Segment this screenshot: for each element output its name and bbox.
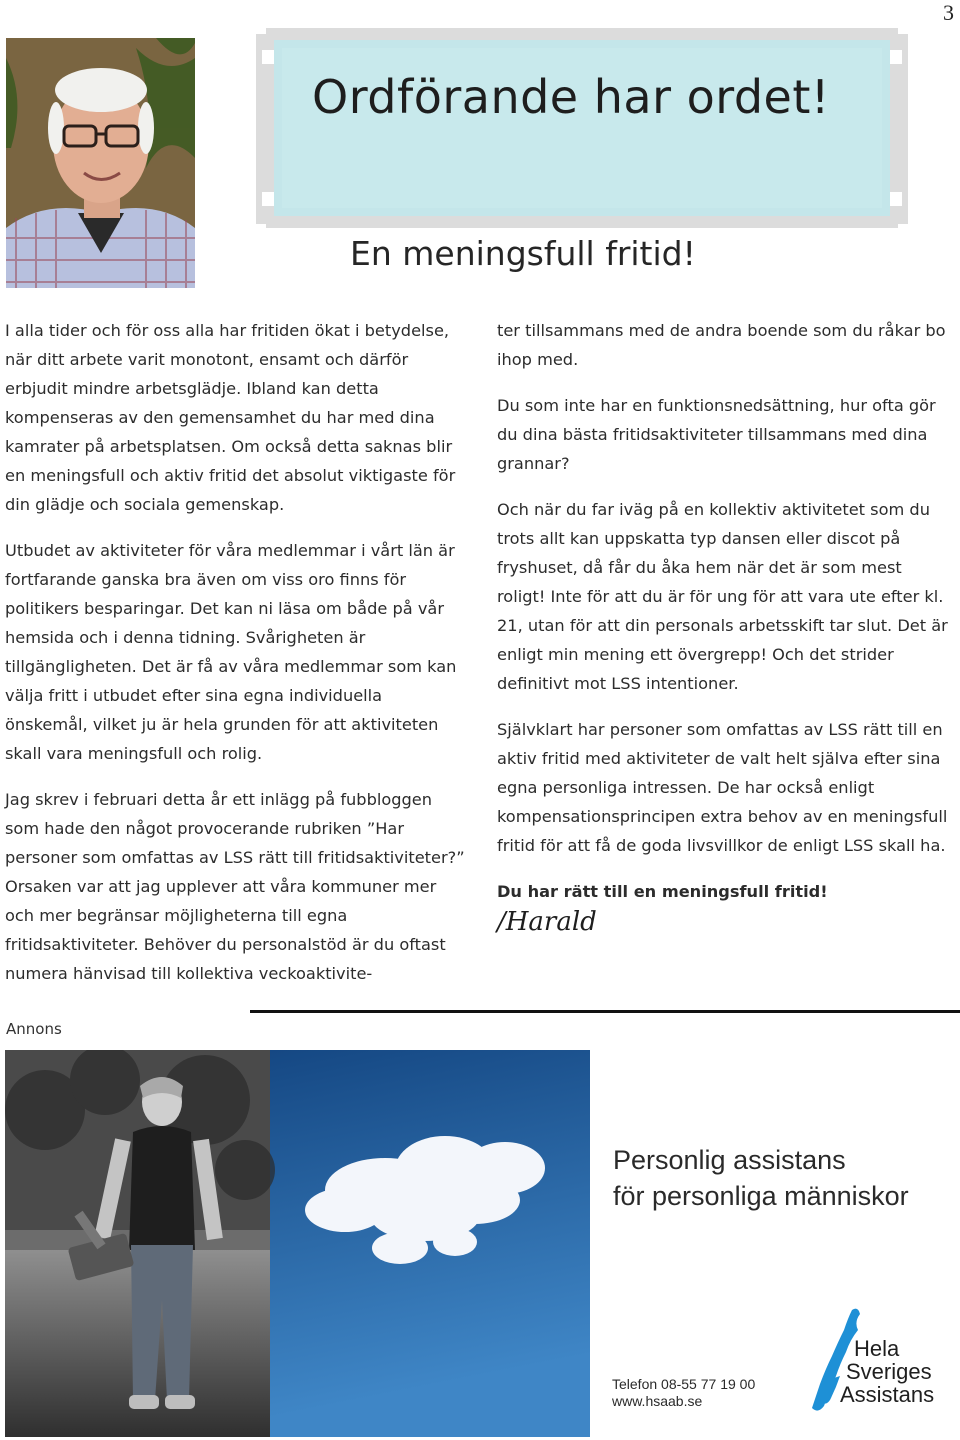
paragraph: Du som inte har en funktionsnedsättning, hur ofta gör du dina bästa fritidsaktiviteter tillsammans med dina grannar? bbox=[497, 396, 936, 473]
paragraph: Utbudet av aktiviteter för våra medlemmar i vårt län är fortfarande ganska bra även om viss oro finns för politikers besparingar. Det kan ni läsa om både på vår hemsida och i denna tidning. Svårigheten är tillgängligheten. Det är få av våra medlemmar som kan välja fritt i utbudet efter sina egna individuella önskemål, vilket ju är hela grunden för att aktiviteten skall vara meningsfull och rolig. bbox=[5, 541, 457, 763]
slogan-line: för personliga människor bbox=[613, 1181, 909, 1211]
logo-line: Sveriges bbox=[846, 1359, 932, 1384]
section-divider bbox=[250, 1010, 960, 1013]
advert-contact bbox=[612, 1376, 755, 1410]
advert-photo bbox=[5, 1050, 590, 1437]
phone-number: Telefon 08-55 77 19 00 bbox=[612, 1376, 756, 1392]
logo-line: Assistans bbox=[840, 1382, 935, 1407]
article-subtitle: En meningsfull fritid! bbox=[350, 234, 696, 273]
page-number: 3 bbox=[943, 0, 954, 25]
signature: /Harald bbox=[497, 907, 597, 937]
advert-slogan bbox=[613, 1142, 909, 1214]
website-link[interactable]: www.hsaab.se bbox=[612, 1393, 703, 1409]
author-portrait bbox=[6, 38, 195, 288]
paragraph: Självklart har personer som omfattas av LSS rätt till en aktiv fritid med aktiviteter de valt helt själva efter sina egna personliga intressen. De har också enligt kompensationsprincipen extra behov av en meningsfull fritid för att få de goda livsvillkor de enligt LSS skall ha. bbox=[497, 720, 948, 855]
advert-label: Annons bbox=[6, 1020, 62, 1038]
paragraph: ter tillsammans med de andra boende som du råkar bo ihop med. bbox=[497, 321, 946, 369]
paragraph: Jag skrev i februari detta år ett inlägg på fubbloggen som hade den något provocerande rubriken ”Har personer som omfattas av LSS rätt till fritidsaktiviteter?” Orsaken var att jag upplever att våra kommuner mer och mer begränsar möjligheterna till egna fritidsaktiviteter. Behöver du personalstöd är du oftast numera hänvisad till kollektiva veckoaktivite- bbox=[5, 790, 465, 983]
paragraph: Och när du far iväg på en kollektiv aktivitetet som du trots allt kan uppskatta typ dansen eller discot på fryshuset, då får du åka hem när det är som mest roligt! Inte för att du är för ung för att vara ute efter kl. 21, utan för att din personals arbetsskift tar slut. Det är enligt min mening ett övergrepp! Och det strider definitivt mot LSS intentioner. bbox=[497, 500, 948, 693]
page-title: Ordförande har ordet! bbox=[312, 70, 830, 124]
paragraph: I alla tider och för oss alla har fritiden ökat i betydelse, när ditt arbete varit monotont, ensamt och därför erbjudit mindre arbetsglädje. Ibland kan detta kompenseras av den gemensamhet du har med dina kamrater på arbetsplatsen. Om också detta saknas blir en meningsfull och aktiv fritid det absolut viktigaste för din glädje och sociala gemenskap. bbox=[5, 321, 456, 514]
title-banner bbox=[256, 28, 908, 228]
article-column-left bbox=[5, 316, 465, 1005]
logo-line: Hela bbox=[854, 1336, 900, 1361]
article-column-right bbox=[497, 316, 955, 938]
closing-statement: Du har rätt till en meningsfull fritid! bbox=[497, 882, 828, 901]
slogan-line: Personlig assistans bbox=[613, 1145, 846, 1175]
company-logo-text bbox=[840, 1337, 934, 1406]
